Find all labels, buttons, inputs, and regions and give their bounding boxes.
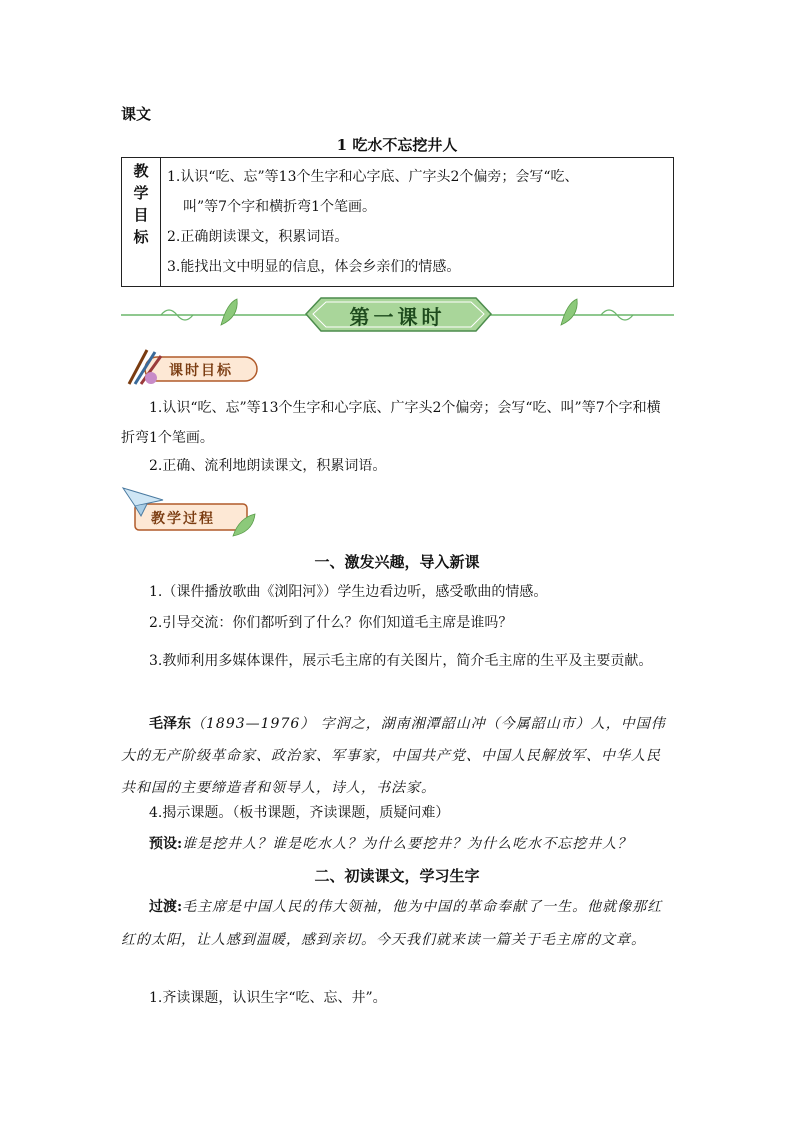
process-item: 3.教师利用多媒体课件，展示毛主席的有关图片，简介毛主席的生平及主要贡献。 bbox=[149, 653, 653, 669]
banner-title: 第一课时 bbox=[349, 305, 446, 329]
process-badge-label: 教学过程 bbox=[151, 511, 215, 527]
goal-line: 3.能找出文中明显的信息，体会乡亲们的情感。 bbox=[167, 259, 461, 275]
goals-head-char: 教 bbox=[133, 162, 149, 180]
process-item: 1.齐读课题，认识生字“吃、忘、井”。 bbox=[149, 990, 387, 1006]
bio-name: 毛泽东 bbox=[149, 716, 191, 732]
preset-text: 谁是挖井人？谁是吃水人？为什么要挖井？为什么吃水不忘挖井人？ bbox=[182, 836, 633, 852]
process-item: 1.（课件播放歌曲《浏阳河》）学生边看边听，感受歌曲的情感。 bbox=[149, 584, 548, 600]
process-item: 4.揭示课题。（板书课题，齐读课题，质疑问难） bbox=[149, 805, 450, 821]
preset-label: 预设: bbox=[149, 836, 183, 852]
objectives-badge bbox=[121, 348, 261, 386]
goals-head-char: 学 bbox=[133, 184, 149, 202]
process-badge bbox=[121, 484, 261, 540]
goal-line: 叫”等7个字和横折弯1个笔画。 bbox=[183, 199, 376, 215]
transition-paragraph bbox=[121, 891, 674, 957]
goals-head-char: 目 bbox=[133, 206, 149, 224]
goals-table-header bbox=[122, 158, 161, 287]
transition-label: 过渡: bbox=[149, 899, 183, 915]
objective-item: 1.认识“吃、忘”等13个生字和心字底、广字头2个偏旁；会写“吃、叫”等7个字和横折弯1个笔画。 bbox=[121, 400, 661, 446]
objectives-badge-label: 课时目标 bbox=[169, 363, 233, 379]
goals-head-char: 标 bbox=[133, 228, 149, 246]
preset-paragraph bbox=[121, 834, 674, 854]
bio-paragraph bbox=[121, 708, 674, 804]
part2-heading: 二、初读课文，学习生字 bbox=[314, 867, 480, 885]
objective-item: 2.正确、流利地朗读课文，积累词语。 bbox=[149, 458, 387, 474]
lesson-title: 1 吃水不忘挖井人 bbox=[336, 136, 458, 154]
lesson-period-banner bbox=[121, 293, 674, 335]
transition-text: 毛主席是中国人民的伟大领袖，他为中国的革命奉献了一生。他就像那红红的太阳，让人感到温暖，感到亲切。今天我们就来读一篇关于毛主席的文章。 bbox=[121, 899, 663, 948]
goal-line: 1.认识“吃、忘”等13个生字和心字底、广字头2个偏旁；会写“吃、 bbox=[167, 169, 579, 185]
goals-table-body bbox=[161, 158, 674, 287]
teaching-goals-table bbox=[121, 157, 674, 287]
process-item: 2.引导交流：你们都听到了什么？你们知道毛主席是谁吗？ bbox=[149, 615, 513, 631]
section-label: 课文 bbox=[121, 105, 152, 123]
part1-heading: 一、激发兴趣，导入新课 bbox=[314, 553, 480, 571]
bio-text: （1893—1976） 字润之，湖南湘潭韶山冲（今属韶山市）人，中国伟大的无产阶级革命家、政治家、军事家，中国共产党、中国人民解放军、中华人民共和国的主要缔造者和领导人，诗人，书法家。 bbox=[121, 716, 666, 796]
goal-line: 2.正确朗读课文，积累词语。 bbox=[167, 229, 349, 245]
